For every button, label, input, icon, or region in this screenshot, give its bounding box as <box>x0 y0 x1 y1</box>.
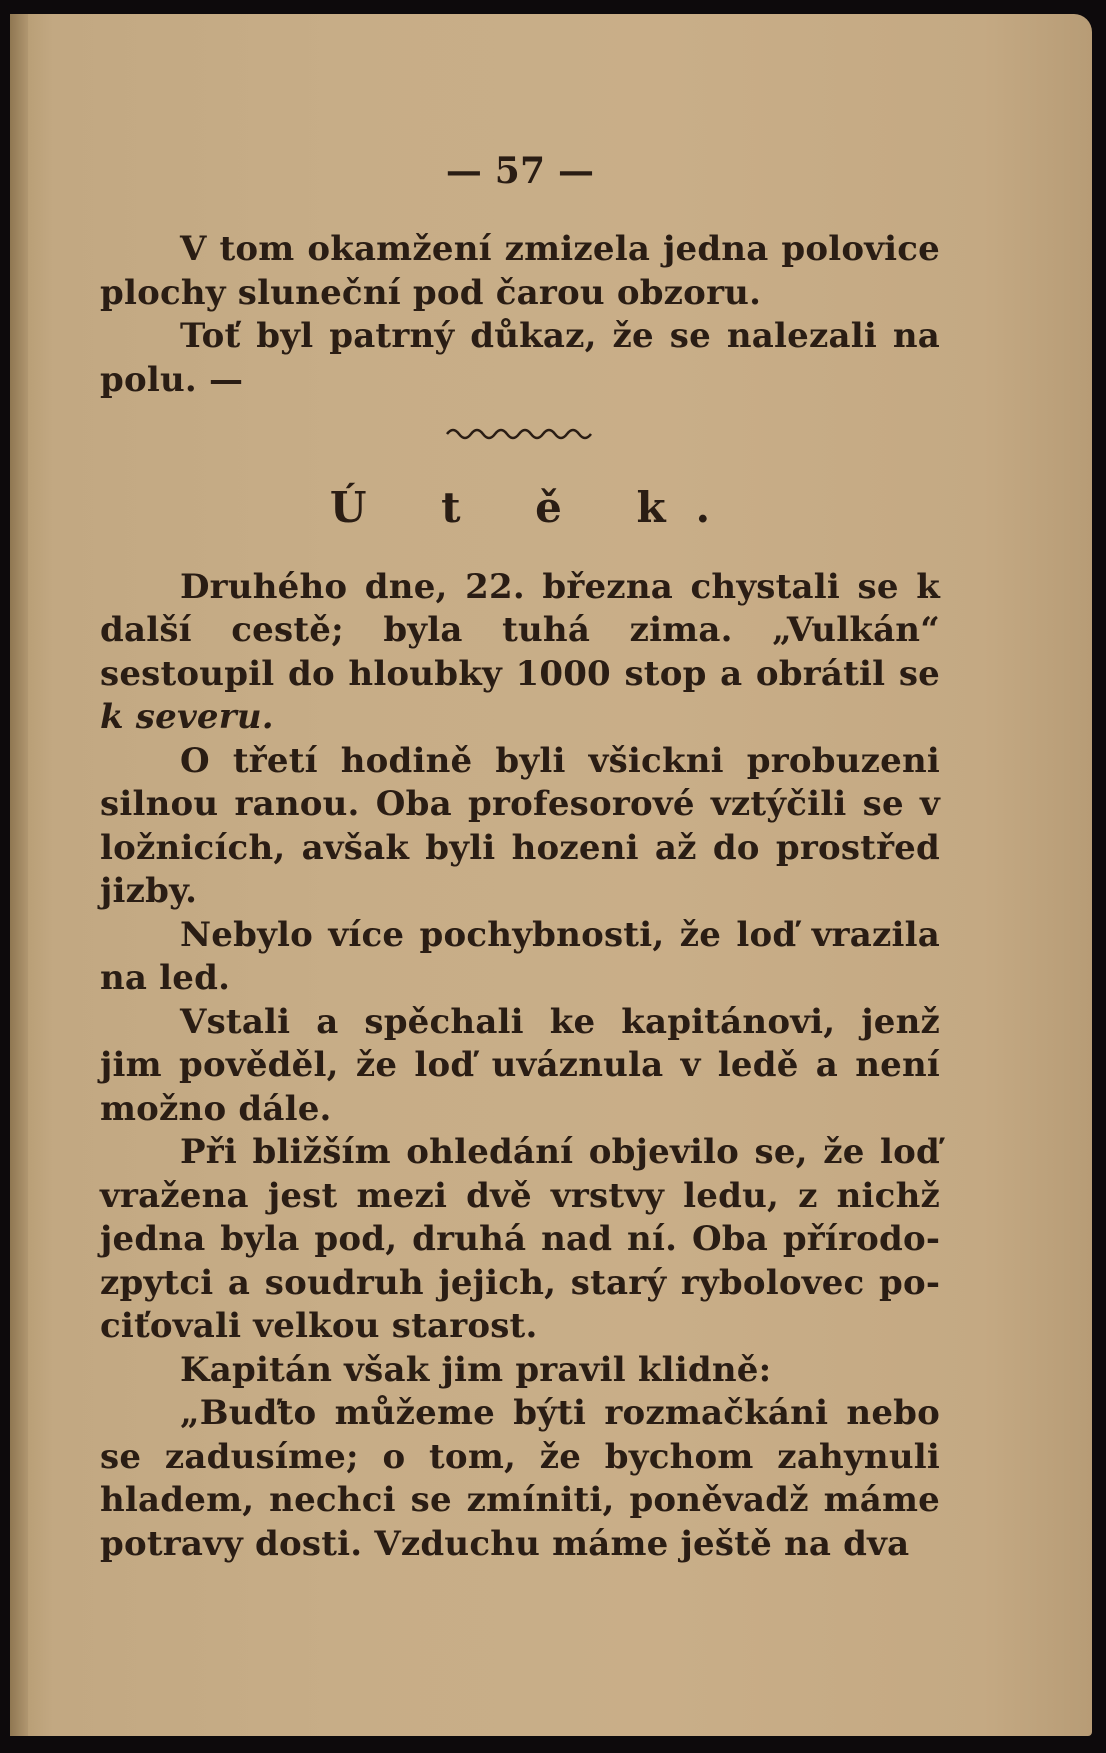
paragraph-1: V tom okamžení zmizela jedna polovice plochy sluneční pod čarou obzoru. <box>100 229 940 313</box>
page-number: — 57 — <box>445 150 595 192</box>
paragraph-2: Toť byl patrný důkaz, že se nalezali na polu. — <box>100 316 940 400</box>
paragraph-8: Kapitán však jim pravil klidně: <box>180 1349 772 1390</box>
paragraph-3-italic: k severu. <box>100 697 274 737</box>
page-gutter-edge <box>10 14 28 1736</box>
paragraph-7: Při bližším ohledání objevilo se, že loď vražena jest mezi dvě vrstvy ledu, z nichž jedna byla pod, druhá nad ní. Oba přírodozpytci a soudruh jejich, starý rybolovec pociťovali velkou starost. <box>100 1132 940 1346</box>
paragraph-9: „Buďto můžeme býti rozmačkáni nebo se zadusíme; o tom, že bychom zahynuli hladem, nechci se zmíniti, poněvadž máme potravy dosti. Vzduchu máme ještě na dva <box>100 1393 940 1564</box>
page-text-block <box>100 150 940 1566</box>
section-heading: Ú t ě k. <box>329 483 741 532</box>
wavy-divider-ornament <box>445 424 595 444</box>
paragraph-4: O třetí hodině byli všickni probuzeni silnou ranou. Oba profesorové vztýčili se v ložnicích, avšak byli hozeni až do prostřed jizby. <box>100 740 940 911</box>
paragraph-3 <box>100 566 940 740</box>
paragraph-3-text: Druhého dne, 22. března chystali se k další cestě; byla tuhá zima. „Vulkán“ sestoupil do hloubky 1000 stop a obrátil se <box>100 566 940 694</box>
paragraph-5: Nebylo více pochybnosti, že loď vrazila na led. <box>100 914 940 998</box>
paragraph-6: Vstali a spěchali ke kapitánovi, jenž jim pověděl, že loď uváznula v ledě a není možno dále. <box>100 1001 940 1129</box>
